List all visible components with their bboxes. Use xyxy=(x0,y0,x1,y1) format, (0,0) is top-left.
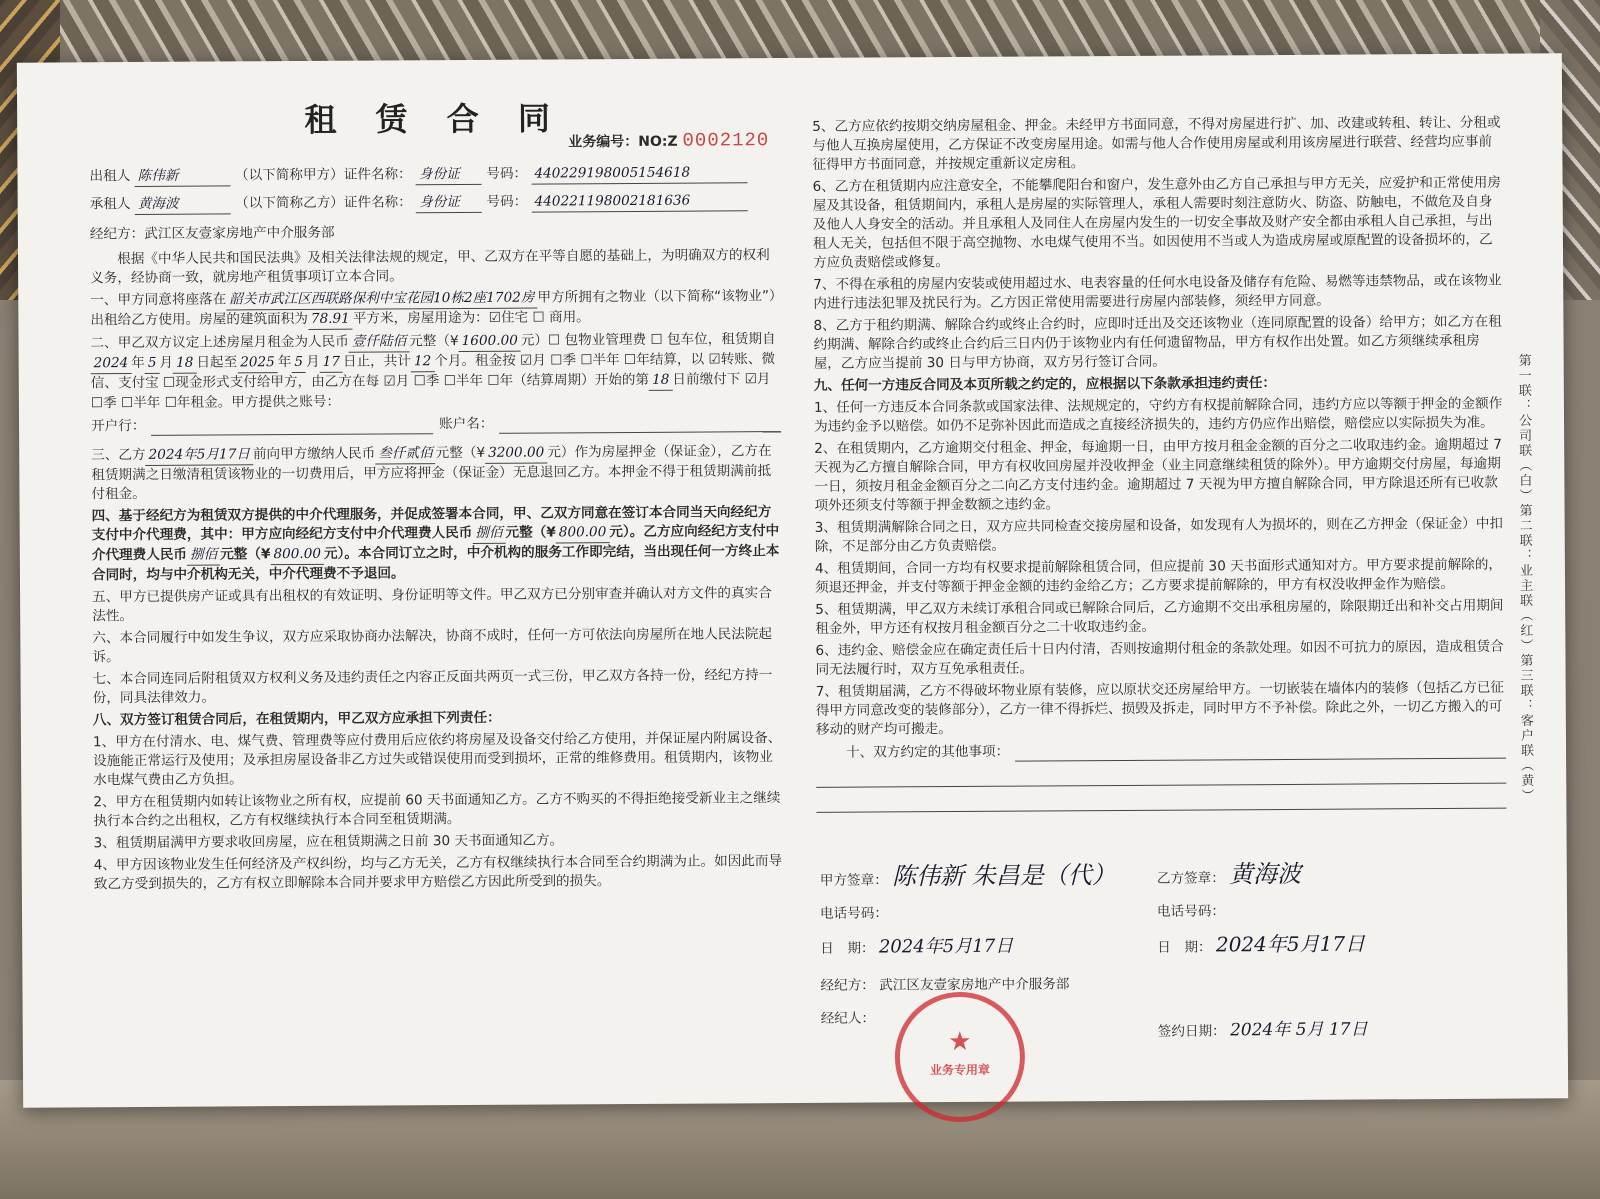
lease-months: 12 xyxy=(411,352,434,372)
party-a-date: 2024年5月17日 xyxy=(878,935,1014,958)
copy-note-1: 第一联：公司联（白） xyxy=(1515,353,1532,504)
clause-9-6: 6、违约金、赔偿金应在确定责任后十日内付清，否则按逾期付租金的条款处理。如因不可抗力的原因，造成租赁合同无法履行时，双方互免承租责任。 xyxy=(815,638,1504,678)
lease-start-year: 2024 xyxy=(91,354,132,374)
clause-5: 五、甲方已提供房产证或具有出租权的有效证明、身份证明等文件。甲乙双方已分别审查并确认对方文件的真实合法性。 xyxy=(92,585,772,625)
clause-9-1: 1、任何一方违反本合同条款或国家法律、法规规定的，守约方有权提前解除合同，违约方应以等额于押金的金额作为违约金予以赔偿。如仍不足弥补因此而造成之直接经济损失的，违约方仍应作出赔偿，赔偿应以实际损失为准。 xyxy=(813,395,1503,435)
clause-3-text-a: 三、乙方 xyxy=(91,446,146,464)
floor-area: 78.91 xyxy=(308,310,353,330)
lessee-suffix: （以下简称乙方）证件名称： xyxy=(235,194,412,212)
clause-1 xyxy=(90,287,780,331)
bank-line xyxy=(91,413,781,436)
lessee-line xyxy=(90,191,780,215)
clause-3-text-b: 前向甲方缴纳人民币 xyxy=(252,445,376,463)
clause-3-text-d: 元）作为房屋押金（保证金），乙方在租赁期满之日缴清租赁该物业的一切费用后，甲方应将押金（保证金）无息退回乙方。本押金不得于租赁期满前抵付租金。 xyxy=(91,443,772,503)
lessee-id-type: 身份证 xyxy=(416,193,482,213)
clause-4-text-c: 元）。本合同订立之时，中介机构的服务工作即完结，当出现任何一方终止本合同时，均与中介机构无关，中介代理费不予退回。 xyxy=(91,543,780,584)
right-column xyxy=(812,114,1506,823)
lease-end-day: 17 xyxy=(320,353,343,373)
clause-2-text-b: 元整（¥ xyxy=(409,333,459,350)
business-number-label: 业务编号：NO:Z xyxy=(568,133,678,151)
party-b-signature-line xyxy=(1156,859,1487,889)
clause-10-line xyxy=(816,740,1506,763)
left-column xyxy=(89,98,784,897)
party-b-date: 2024年5月17日 xyxy=(1215,931,1366,957)
clause-9-5: 5、租赁期满，甲乙双方未续订承租合同或已解除合同后，乙方逾期不交出承租房屋的，除限期迁出和补交占用期间租金外，甲方还有权按月租金额百分之二十收取违约金。 xyxy=(815,597,1504,637)
clause-10-blank xyxy=(1015,758,1506,762)
party-a-date-label: 日 期： xyxy=(820,940,875,957)
clause-8-4: 4、甲方因该物业发生任何经济及产权纠纷，均与乙方无关，乙方有权继续执行本合同至合约期满为止。如因此而导致乙方受到损失的，乙方有权立即解除本合同并要求甲方赔偿乙方因此所受到的损失。 xyxy=(93,853,783,893)
party-b-signature-label: 乙方签章： xyxy=(1156,870,1225,887)
clause-r8: 8、乙方于租约期满、解除合约或终止合约时，应即时迁出及交还该物业（连同原配置的设备）给甲方；如乙方在租约期满、解除合约或终止合约后三日内仍于该物业内有任何遗留物品，甲方有权作出处置。如乙方须继续承租房屋，乙方应当提前 30 日与甲方协商，双方另行签订合同。 xyxy=(813,313,1502,372)
clause-r6: 6、乙方在租赁期内应注意安全，不能攀爬阳台和窗户，发生意外由乙方自己承担与甲方无关，应爱护和正常使用房屋及其设备，租赁期间内，承租人是房屋的实际管理人，承租人需要时刻注意防火、防盗、防触电，不做危及自身及他人人身安全的活动。并且承租人及同住人在房屋内发生的一切安全事故及财产安全都由承租人自己承担，与出租人无关，包括但不限于高空抛物、水电煤气使用不当。如因使用不当或人为造成房屋或原配置的设备损坏的，乙方应负责赔偿或修复。 xyxy=(812,174,1501,271)
agent-sign-name: 武江区友壹家房地产中介服务部 xyxy=(879,976,1070,994)
bank-blank xyxy=(151,433,433,436)
bank-label: 开户行： xyxy=(90,417,146,435)
lessee-label: 承租人 xyxy=(89,196,131,213)
clause-4: 四、基于经纪方为租赁双方提供的中介代理服务，并促成签署本合同，甲、乙双方同意在签订本合同当天向经纪方支付中介代理费，其中：甲方应向经纪方支付中介代理费人民币 捌佰 元整（¥ 800.00 元）。乙方应向经纪方支付中介代理费人民币 捌佰 元整（¥ 800.00 元）。本合同订立之时，中介机构的服务工作即完结，当出现任何一方终止本合同时，均与中介机构无关，中介代理费不予退回。 xyxy=(91,504,780,584)
deposit-amount: 3200.00 xyxy=(485,443,547,463)
clause-9-7: 7、租赁期届满，乙方不得破坏物业原有装修，应以原状交还房屋给甲方。一切嵌装在墙体内的装修（包括乙方已征得甲方同意改变的装修部分），乙方一律不得拆烂、损毁及拆走，同时甲方不予补偿。除此之外，一切乙方搬入的可移动的财产均可搬走。 xyxy=(815,679,1505,738)
clause-9-2: 2、在租赁期内，乙方逾期交付租金、押金，每逾期一日，由甲方按月租金金额的百分之二收取违约金。逾期超过 7 天视为乙方擅自解除合同，甲方有权收回房屋并没收押金（业主同意继续租赁的除外）。甲方逾期交付房屋，每逾期一日，须按月租金金额百分之二向乙方支付违约金。逾期超过 7 天视为甲方擅自解除合同，甲方除退还所有已收款项外还须支付等额于押金数额之违约金。 xyxy=(814,436,1502,514)
party-b-signature-block xyxy=(1156,859,1488,1042)
account-name-blank xyxy=(499,431,781,434)
clause-8-heading: 八、双方签订租赁合同后，在租赁期内，甲乙双方应承担下列责任： xyxy=(92,709,501,729)
property-address: 韶关市武江区西联路保利中宝花园10栋2座1702房 xyxy=(226,289,537,311)
clause-1-text-c: 平方米，房屋用途为：☑住宅 ☐ 商用。 xyxy=(352,309,590,327)
party-b-date-line xyxy=(1157,931,1487,958)
seal-star-icon: ★ xyxy=(948,1026,972,1058)
lease-start-month: 5 xyxy=(145,354,160,374)
lessee-id-number: 440221198002181636 xyxy=(532,191,748,212)
payment-day: 18 xyxy=(649,371,672,391)
clause-2-text-a: 二、甲乙双方议定上述房屋月租金为人民币 xyxy=(90,333,349,352)
contract-paper xyxy=(17,53,1568,1107)
clause-9-3: 3、租赁期满解除合同之日，双方应共同检查交接房屋和设备，如发现有人为损坏的，则在乙方押金（保证金）中扣除，不足部分由乙方负责赔偿。 xyxy=(814,515,1504,555)
copy-note-3: 第三联：客户联（黄） xyxy=(1517,653,1534,804)
party-a-signature: 陈伟新 朱昌是（代） xyxy=(892,861,1116,891)
party-a-signature-line xyxy=(819,861,1140,891)
agent-sign-line xyxy=(820,975,1140,996)
seal-label: 业务专用章 xyxy=(929,1062,991,1078)
rent-amount: 1600.00 xyxy=(459,332,521,352)
lease-start-day: 18 xyxy=(173,354,196,374)
clause-2: 二、甲乙双方议定上述房屋月租金为人民币 壹仟陆佰 元整（¥ 1600.00 元）☐ 包物业管理费 ☐ 包车位，租赁期自 2024 年 5 月 18 日起至 2025 年 5 月 17 日止，共计 12 个月。租金按 ☑月 ☐季 ☐半年 ☐年结算，以 ☑转账、微信、支付宝 ☐现金形式支付给甲方，由乙方在每 ☑月 ☐季 ☐半年 ☐年（结算周期）开始的第 18 日前缴付下 ☑月 ☐季 ☐半年 ☐年租金。甲方提供之账号： xyxy=(90,331,776,412)
clause-7: 七、本合同连同后附租赁双方权利义务及违约责任之内容正反面共两页一式三份，甲乙双方各持一份，经纪方持一份，同具法律效力。 xyxy=(92,667,773,707)
lessor-name: 陈伟新 xyxy=(135,166,231,187)
lessee-id-label: 号码： xyxy=(486,193,528,210)
agent-sign-label: 经纪方： xyxy=(820,977,875,994)
clause-3 xyxy=(91,442,781,504)
clause-10-label: 十、双方约定的其他事项： xyxy=(846,743,1010,761)
account-name-label: 账户名： xyxy=(438,415,494,433)
copy-note-2: 第二联：业主联（红） xyxy=(1516,503,1533,654)
company-seal xyxy=(895,992,1026,1123)
lease-end-month: 5 xyxy=(291,353,306,373)
lessor-id-number: 440229198005154618 xyxy=(531,163,747,184)
deposit-date: 2024年5月17日 xyxy=(146,445,253,466)
clause-1-text-a: 一、甲方同意将座落在 xyxy=(90,291,227,309)
lessor-line xyxy=(89,163,779,187)
agent-line: 经纪方：武江区友壹家房地产中介服务部 xyxy=(89,224,335,243)
sign-date: 2024年 5月 17日 xyxy=(1229,1019,1368,1041)
clause-1-text-b: 甲方所拥有之物业（以下简称“该物业”）出租给乙方使用。房屋的建筑面积为 xyxy=(90,288,776,329)
extra-blank-2 xyxy=(816,794,1506,813)
fee-a-amount: 800.00 xyxy=(556,523,610,543)
party-b-phone-label: 电话号码： xyxy=(1156,903,1226,920)
fee-b-amount: 800.00 xyxy=(270,545,324,565)
party-b-signature: 黄海波 xyxy=(1229,859,1302,889)
clause-2-text-c: 元）☐ 包物业管理费 ☐ 包车位，租赁期自 xyxy=(520,331,776,349)
clause-2-text-e: 日前缴付下 ☑月 ☐季 ☐半年 ☐年租金。甲方提供之账号： xyxy=(90,371,771,412)
contract-title: 租 赁 合 同 xyxy=(304,99,565,139)
extra-blank-line-2 xyxy=(816,794,1506,813)
clause-3-text-c: 元整（¥ xyxy=(435,444,486,462)
clause-8-2: 2、甲方在租赁期内如转让该物业之所有权，应提前 60 天书面通知乙方。乙方不购买的不得拒绝接受新业主之继续执行本合约之出租权，乙方有权继续执行本合同至租赁期满。 xyxy=(93,790,781,830)
lessor-id-label: 号码： xyxy=(486,165,528,182)
clause-9-heading: 九、任何一方违反合同及本页所载之约定的，应根据以下条款承担违约责任： xyxy=(813,375,1277,394)
business-number-value: 0002120 xyxy=(682,129,770,152)
clause-6: 六、本合同履行中如发生争议，双方应采取协商办法解决，协商不成时，任何一方可依法向房屋所在地人民法院起诉。 xyxy=(92,626,773,666)
clause-r5: 5、乙方应依约按期交纳房屋租金、押金。未经甲方书面同意，不得对房屋进行扩、加、改建或转租、转让、分租或与他人互换房屋使用，乙方保证不改变房屋用途。如需与他人合作使用房屋或利用该房屋进行联营、经营均应事前征得甲方书面同意，并按规定重新议定房租。 xyxy=(812,114,1501,173)
party-a-phone-label: 电话号码： xyxy=(819,905,889,922)
party-a-signature-label: 甲方签章： xyxy=(819,872,888,889)
extra-blank-1 xyxy=(816,769,1506,788)
fee-a-chinese: 捌佰 xyxy=(472,524,505,544)
broker-label: 经纪人： xyxy=(820,1010,876,1027)
sign-date-label: 签约日期： xyxy=(1157,1023,1226,1040)
clause-8-3: 3、租赁期届满甲方要求收回房屋，应在租赁期满之日前 30 天书面通知乙方。 xyxy=(93,832,564,852)
lessor-label: 出租人 xyxy=(89,168,131,185)
clause-8-1: 1、甲方在付清水、电、煤气费、管理费等应付费用后应依约将房屋及设备交付给乙方使用，并保证屋内附属设备、设施能正常运行及使用；及承担房屋设备非乙方过失或错误使用而受到损坏，正常的维修费用。租赁期内，该物业水电煤气费由乙方负担。 xyxy=(92,730,782,789)
fee-b-chinese: 捌佰 xyxy=(187,545,220,565)
clause-4-text-b: 元）。乙方应向经纪方支付中介代理费人民币 xyxy=(91,523,780,564)
rent-amount-chinese: 壹仟陆佰 xyxy=(349,332,409,352)
party-b-date-label: 日 期： xyxy=(1157,939,1212,956)
lease-end-year: 2025 xyxy=(237,353,278,373)
lessee-name: 黄海波 xyxy=(135,194,231,215)
sign-date-line xyxy=(1158,1020,1488,1042)
lessor-suffix: （以下简称甲方）证件名称： xyxy=(234,166,412,184)
clause-4-text-a: 四、基于经纪方为租赁双方提供的中介代理服务，并促成签署本合同，甲、乙双方同意在签订本合同当天向经纪方支付中介代理费，其中：甲方应向经纪方支付中介代理费人民币 xyxy=(91,504,772,544)
lessor-id-type: 身份证 xyxy=(416,165,482,185)
deposit-amount-chinese: 叁仟贰佰 xyxy=(375,444,435,464)
clause-2-text-d: 租金按 ☑月 ☐季 ☐半年 ☐年结算，以 ☑转账、微信、支付宝 ☐现金形式支付给甲方，由乙方在每 ☑月 ☐季 ☐半年 ☐年（结算周期）开始的第 xyxy=(90,351,776,392)
party-a-date-line xyxy=(820,936,1140,959)
clause-9-4: 4、租赁期间，合同一方均有权要求提前解除租赁合同，但应提前 30 天书面形式通知对方。甲方要求提前解除的，须退还押金，并支付等额于押金金额的违约金给乙方；乙方要求提前解除的，甲方有权没收押金作为赔偿。 xyxy=(814,556,1503,596)
clause-r7: 7、不得在承租的房屋内安装或使用超过水、电表容量的任何水电设备及储存有危险、易燃等违禁物品，或在该物业内进行违法犯罪及扰民行为。乙方因正常使用需要进行房屋内部装修，须经甲方同意。 xyxy=(813,272,1502,312)
extra-blank-line-1 xyxy=(816,769,1506,788)
intro-paragraph: 根据《中华人民共和国民法典》及相关法律法规的规定，甲、乙双方在平等自愿的基础上，为明确双方的权利义务，经协商一致，就房地产租赁事项订立本合同。 xyxy=(90,247,770,287)
